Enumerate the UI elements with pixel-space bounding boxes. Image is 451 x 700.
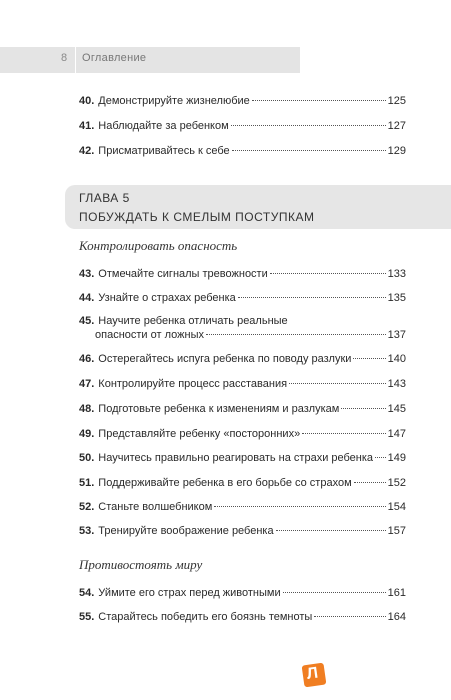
section-heading: Противостоять миру [79,557,203,572]
toc-title: Контролируйте процесс расставания [98,378,288,390]
dot-leader [314,616,385,617]
toc-number: 44. [79,292,95,304]
dot-leader [270,273,386,274]
toc-entry-42[interactable] [79,144,406,158]
dot-leader [252,100,386,101]
toc-entry-48[interactable] [79,402,406,416]
dot-leader [354,482,386,483]
toc-entry-46[interactable] [79,352,406,366]
toc-title: Станьте волшебником [98,501,213,513]
toc-title: опасности от ложных [95,329,204,341]
toc-number: 53. [79,525,95,537]
toc-page: 135 [387,292,406,304]
toc-page: 164 [387,611,406,623]
toc-number: 41. [79,120,95,132]
toc-title: Демонстрируйте жизнелюбие [98,95,250,107]
publisher-logo-icon [302,663,327,688]
toc-title: Наблюдайте за ребенком [98,120,229,132]
dot-leader [302,433,385,434]
dot-leader [353,358,385,359]
toc-page: 157 [387,525,406,537]
dot-leader [206,334,386,335]
toc-title: Научитесь правильно реагировать на страхи ребенка [98,452,374,464]
toc-number: 42. [79,145,95,157]
toc-title: Присматривайтесь к себе [98,145,230,157]
toc-number: 47. [79,378,95,390]
dot-leader [232,150,386,151]
toc-title: Тренируйте воображение ребенка [98,525,274,537]
toc-title: Узнайте о страхах ребенка [98,292,236,304]
toc-entry-54[interactable] [79,586,406,600]
toc-entry-45[interactable] [79,314,406,342]
toc-page: 154 [387,501,406,513]
toc-page: 137 [387,329,406,341]
dot-leader [283,592,386,593]
toc-entry-41[interactable] [79,119,406,133]
toc-title: Поддерживайте ребенка в его борьбе со страхом [98,477,352,489]
toc-entry-51[interactable] [79,476,406,490]
toc-page: 152 [387,477,406,489]
dot-leader [289,383,386,384]
toc-number: 45. [79,315,95,327]
toc-title: Остерегайтесь испуга ребенка по поводу разлуки [98,353,352,365]
toc-number: 50. [79,452,95,464]
running-title: Оглавление [82,52,147,64]
toc-entry-40[interactable] [79,94,406,108]
page-number: 8 [60,52,68,64]
running-header-bar [0,47,300,73]
toc-title: Отмечайте сигналы тревожности [98,268,268,280]
dot-leader [375,457,386,458]
toc-title-line1: Научите ребенка отличать реальные [98,315,288,327]
toc-entry-55[interactable] [79,610,406,624]
dot-leader [231,125,386,126]
toc-page: 133 [387,268,406,280]
toc-page: 147 [387,428,406,440]
toc-number: 54. [79,587,95,599]
toc-number: 40. [79,95,95,107]
toc-entry-43[interactable] [79,267,406,281]
toc-entry-47[interactable] [79,377,406,391]
dot-leader [341,408,385,409]
dot-leader [238,297,386,298]
dot-leader [214,506,385,507]
toc-page: 161 [387,587,406,599]
toc-entry-53[interactable] [79,524,406,538]
header-separator [75,47,76,73]
toc-number: 46. [79,353,95,365]
toc-number: 43. [79,268,95,280]
toc-number: 55. [79,611,95,623]
dot-leader [276,530,386,531]
toc-page: 145 [387,403,406,415]
toc-page: 140 [387,353,406,365]
toc-page: 125 [387,95,406,107]
toc-entry-44[interactable] [79,291,406,305]
toc-entry-49[interactable] [79,427,406,441]
toc-page: 143 [387,378,406,390]
toc-title: Старайтесь победить его боязнь темноты [98,611,313,623]
toc-title: Представляйте ребенку «посторонних» [98,428,301,440]
chapter-title: ПОБУЖДАТЬ К СМЕЛЫМ ПОСТУПКАМ [79,210,315,224]
chapter-label: ГЛАВА 5 [79,191,130,205]
toc-number: 48. [79,403,95,415]
toc-page: 149 [387,452,406,464]
toc-number: 51. [79,477,95,489]
toc-number: 49. [79,428,95,440]
logo-glyph: Л [305,664,320,683]
toc-title: Уймите его страх перед животными [98,587,281,599]
toc-number: 52. [79,501,95,513]
toc-page: 129 [387,145,406,157]
toc-entry-52[interactable] [79,500,406,514]
toc-entry-50[interactable] [79,451,406,465]
section-heading: Контролировать опасность [79,238,238,253]
toc-page: 127 [387,120,406,132]
toc-title: Подготовьте ребенка к изменениям и разлукам [98,403,340,415]
